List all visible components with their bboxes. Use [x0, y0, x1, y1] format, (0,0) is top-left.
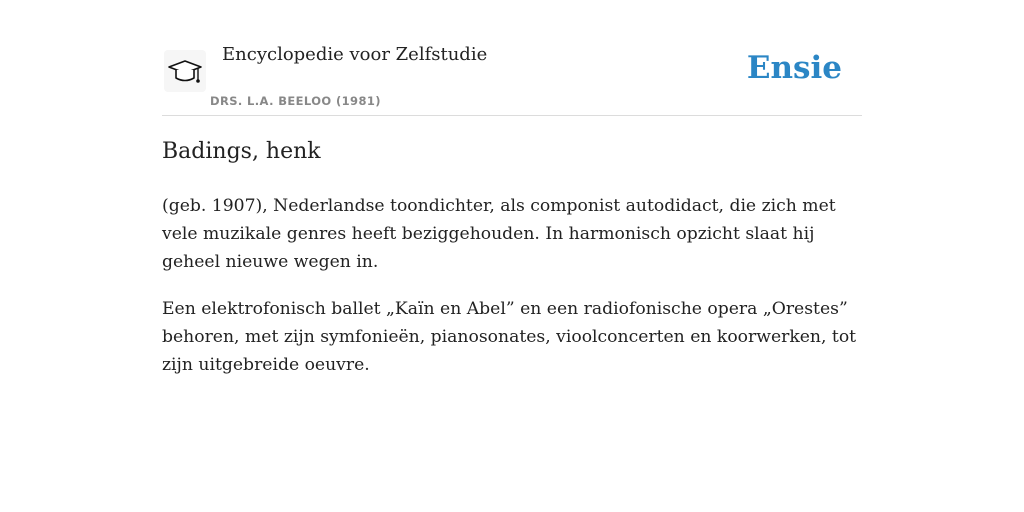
graduation-cap-icon[interactable] [164, 50, 206, 92]
entry-body [162, 192, 862, 398]
entry-paragraph: (geb. 1907), Nederlandse toondichter, als componist autodidact, die zich met vele muzikale genres heeft beziggehouden. In harmonisch opzicht slaat hij geheel nieuwe wegen in. [162, 196, 836, 272]
brand-logo[interactable]: Ensie [746, 50, 842, 86]
site-author: DRS. L.A. BEELOO (1981) [210, 94, 381, 108]
content-container [162, 0, 862, 375]
site-header [162, 0, 862, 116]
entry-paragraph: Een elektrofonisch ballet „Kaïn en Abel” en een radiofonische opera „Orestes” behoren, met zijn symfonieën, pianosonates, vioolconcerten en koorwerken, tot zijn uitgebreide oeuvre. [162, 299, 857, 375]
entry-title: Badings, henk [162, 139, 321, 164]
site-title[interactable]: Encyclopedie voor Zelfstudie [222, 44, 488, 65]
